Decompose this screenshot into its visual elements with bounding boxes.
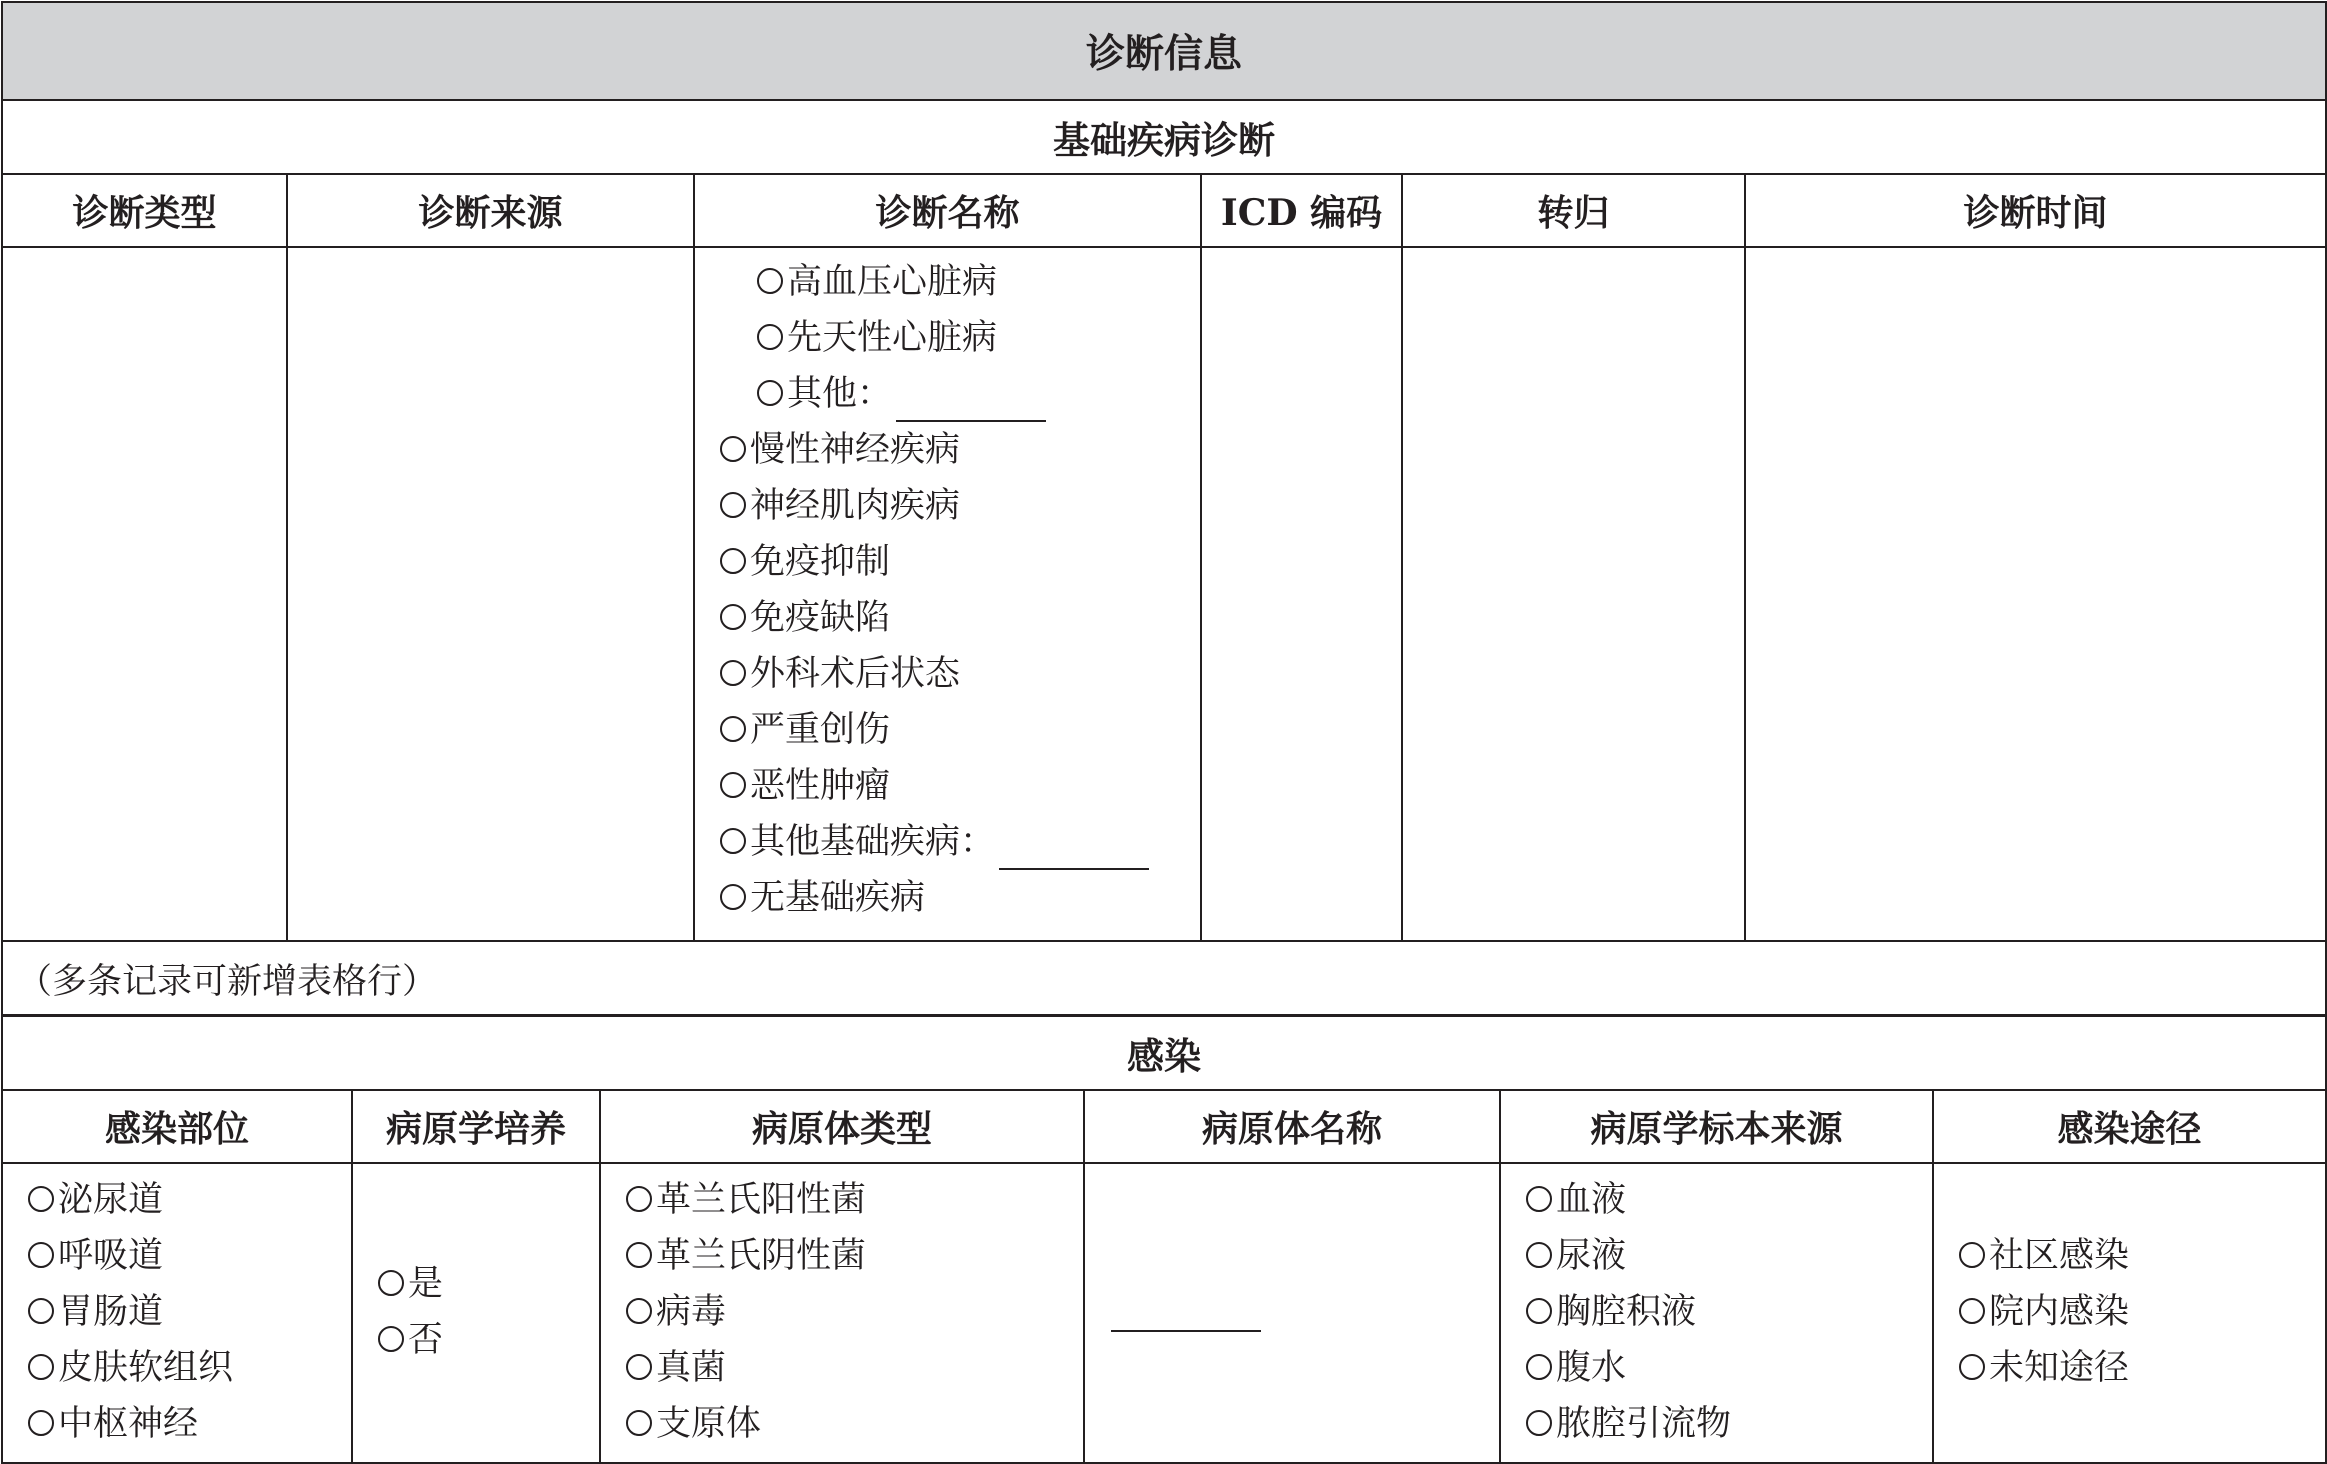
header-diagnosis-name: 诊断名称 (694, 174, 1201, 247)
option-severe-trauma[interactable]: 严重创伤 (720, 702, 1200, 758)
option-nosocomial[interactable]: 院内感染 (1959, 1284, 2325, 1340)
radio-icon[interactable] (28, 1354, 54, 1380)
fill-in-blank[interactable] (999, 832, 1149, 870)
form-title: 诊断信息 (2, 2, 2326, 100)
header-pathogen-type: 病原体类型 (600, 1090, 1084, 1163)
cell-infection-site (2, 1163, 352, 1463)
radio-icon[interactable] (1526, 1298, 1552, 1324)
culture-options (353, 1164, 599, 1368)
cell-infection-route (1933, 1163, 2326, 1463)
option-respiratory-tract[interactable]: 呼吸道 (28, 1228, 351, 1284)
radio-icon[interactable] (626, 1186, 652, 1212)
cell-diagnosis-source[interactable] (287, 247, 694, 941)
radio-icon[interactable] (28, 1298, 54, 1324)
radio-icon[interactable] (378, 1326, 404, 1352)
infection-table (1, 1014, 2327, 1464)
radio-icon[interactable] (1959, 1354, 1985, 1380)
cell-outcome[interactable] (1402, 247, 1745, 941)
option-cns[interactable]: 中枢神经 (28, 1396, 351, 1452)
option-urinary-tract[interactable]: 泌尿道 (28, 1172, 351, 1228)
option-immunodeficiency[interactable]: 免疫缺陷 (720, 590, 1200, 646)
section-title-basic-disease: 基础疾病诊断 (2, 100, 2326, 174)
option-culture-yes[interactable]: 是 (378, 1256, 599, 1312)
infection-site-options (3, 1164, 351, 1452)
radio-icon[interactable] (28, 1410, 54, 1436)
option-fungus[interactable]: 真菌 (626, 1340, 1083, 1396)
option-mycoplasma[interactable]: 支原体 (626, 1396, 1083, 1452)
option-hypertensive-heart-disease[interactable]: 高血压心脏病 (720, 254, 1200, 310)
radio-icon[interactable] (1526, 1354, 1552, 1380)
section-title-infection: 感染 (2, 1015, 2326, 1090)
add-row-note: （多条记录可新增表格行） (2, 941, 2326, 1016)
option-congenital-heart-disease[interactable]: 先天性心脏病 (720, 310, 1200, 366)
radio-icon[interactable] (1959, 1298, 1985, 1324)
cell-icd-code[interactable] (1201, 247, 1402, 941)
option-unknown-route[interactable]: 未知途径 (1959, 1340, 2325, 1396)
header-pathogen-culture: 病原学培养 (352, 1090, 600, 1163)
option-other-basic-disease[interactable]: 其他基础疾病： (720, 814, 1200, 870)
option-virus[interactable]: 病毒 (626, 1284, 1083, 1340)
header-diagnosis-type: 诊断类型 (2, 174, 287, 247)
header-icd-code: ICD 编码 (1201, 174, 1402, 247)
cell-pathogen-name (1084, 1163, 1500, 1463)
option-gram-positive[interactable]: 革兰氏阳性菌 (626, 1172, 1083, 1228)
radio-icon[interactable] (378, 1270, 404, 1296)
option-culture-no[interactable]: 否 (378, 1312, 599, 1368)
cell-diagnosis-name (694, 247, 1201, 941)
header-pathogen-name: 病原体名称 (1084, 1090, 1500, 1163)
option-chronic-neuro[interactable]: 慢性神经疾病 (720, 422, 1200, 478)
cell-diagnosis-type[interactable] (2, 247, 287, 941)
pathogen-type-options (601, 1164, 1083, 1452)
radio-icon[interactable] (720, 884, 746, 910)
radio-icon[interactable] (28, 1242, 54, 1268)
header-diagnosis-source: 诊断来源 (287, 174, 694, 247)
radio-icon[interactable] (1959, 1242, 1985, 1268)
radio-icon[interactable] (720, 716, 746, 742)
radio-icon[interactable] (720, 548, 746, 574)
radio-icon[interactable] (720, 828, 746, 854)
header-specimen-source: 病原学标本来源 (1500, 1090, 1933, 1163)
option-abscess-drainage[interactable]: 脓腔引流物 (1526, 1396, 1932, 1452)
option-post-surgery[interactable]: 外科术后状态 (720, 646, 1200, 702)
infection-route-options (1934, 1164, 2325, 1396)
header-outcome: 转归 (1402, 174, 1745, 247)
radio-icon[interactable] (1526, 1242, 1552, 1268)
radio-icon[interactable] (720, 660, 746, 686)
option-neuromuscular[interactable]: 神经肌肉疾病 (720, 478, 1200, 534)
option-no-basic-disease[interactable]: 无基础疾病 (720, 870, 1200, 926)
radio-icon[interactable] (757, 380, 783, 406)
pathogen-name-blank[interactable] (1111, 1294, 1261, 1332)
radio-icon[interactable] (626, 1242, 652, 1268)
option-pleural-effusion[interactable]: 胸腔积液 (1526, 1284, 1932, 1340)
option-blood[interactable]: 血液 (1526, 1172, 1932, 1228)
radio-icon[interactable] (757, 268, 783, 294)
header-infection-site: 感染部位 (2, 1090, 352, 1163)
radio-icon[interactable] (720, 436, 746, 462)
option-ascites[interactable]: 腹水 (1526, 1340, 1932, 1396)
option-gi-tract[interactable]: 胃肠道 (28, 1284, 351, 1340)
option-skin-soft-tissue[interactable]: 皮肤软组织 (28, 1340, 351, 1396)
diagnosis-table (1, 1, 2327, 1017)
cell-specimen-source (1500, 1163, 1933, 1463)
header-diagnosis-time: 诊断时间 (1745, 174, 2326, 247)
radio-icon[interactable] (720, 492, 746, 518)
option-gram-negative[interactable]: 革兰氏阴性菌 (626, 1228, 1083, 1284)
radio-icon[interactable] (720, 604, 746, 630)
radio-icon[interactable] (1526, 1410, 1552, 1436)
radio-icon[interactable] (28, 1186, 54, 1212)
radio-icon[interactable] (1526, 1186, 1552, 1212)
header-infection-route: 感染途径 (1933, 1090, 2326, 1163)
diagnosis-name-options (695, 248, 1200, 926)
radio-icon[interactable] (757, 324, 783, 350)
option-malignant-tumor[interactable]: 恶性肿瘤 (720, 758, 1200, 814)
option-other-heart[interactable]: 其他： (720, 366, 1200, 422)
radio-icon[interactable] (626, 1410, 652, 1436)
cell-diagnosis-time[interactable] (1745, 247, 2326, 941)
radio-icon[interactable] (626, 1354, 652, 1380)
option-urine[interactable]: 尿液 (1526, 1228, 1932, 1284)
specimen-source-options (1501, 1164, 1932, 1452)
fill-in-blank[interactable] (896, 384, 1046, 422)
radio-icon[interactable] (720, 772, 746, 798)
cell-pathogen-type (600, 1163, 1084, 1463)
radio-icon[interactable] (626, 1298, 652, 1324)
option-community[interactable]: 社区感染 (1959, 1228, 2325, 1284)
option-immunosuppression[interactable]: 免疫抑制 (720, 534, 1200, 590)
cell-pathogen-culture (352, 1163, 600, 1463)
